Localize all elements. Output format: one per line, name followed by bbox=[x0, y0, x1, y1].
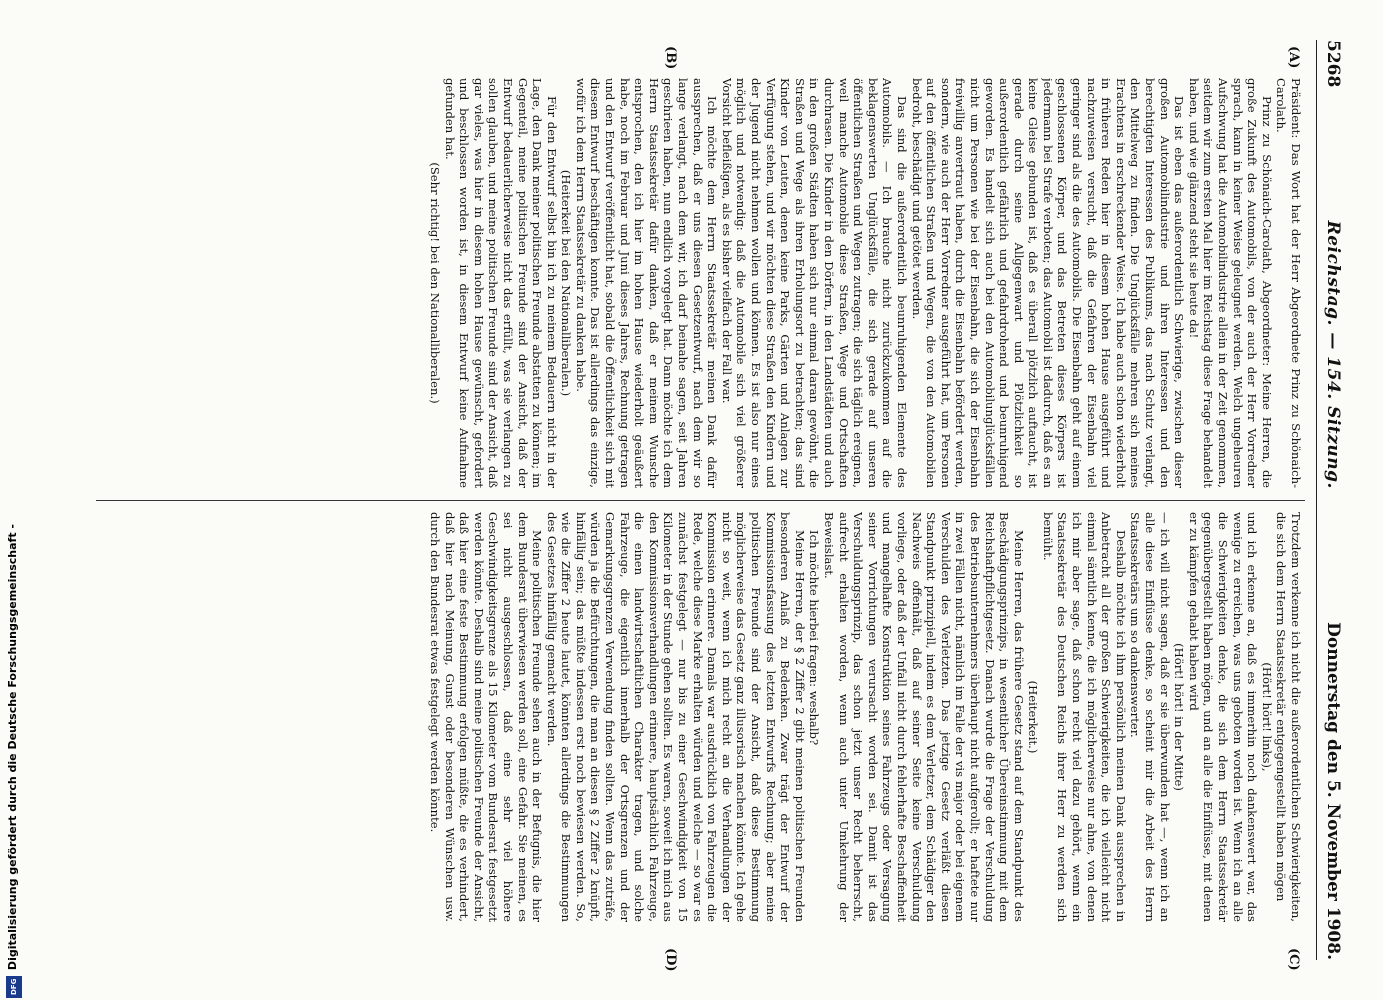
paragraph: Trotzdem verkenne ich nicht die außerordentlichen Schwierigkeiten, die sich dem Herrn Staatssekretär entgegengestellt haben mögen bbox=[1274, 512, 1303, 922]
paragraph: Ich möchte dem Herrn Staatssekretär meinen Dank dafür aussprechen, daß er uns diesen Gesetzentwurf, nach dem wir so lange verlangt, nach dem wir, ich darf beinahe sagen, seit Jahren geschrieen haben, nun endlich vorgelegt hat. Dann möchte ich dem Herrn Staatssekretär dafür danken, daß er meinem Wunsche entsprochen, den ich hier im hohen Hause wiederholt geäußert habe, noch im Februar und Juni dieses Jahres, Rechnung getragen und den Entwurf veröffentlicht hat, sobald die Öffentlichkeit sich mit diesem Entwurf beschäftigen konnte. Das ist allerdings das einzige, wofür ich dem Herrn Staatssekretär zu danken habe. bbox=[573, 78, 720, 488]
paragraph: Meine Herren, das frühere Gesetz stand auf dem Standpunkt des Beschädigungsprinzips, in wesentlicher Übereinstimmung mit dem Reichshaftpflichtgesetz. Danach wurde die Frage der Verschuldung des Betriebsunternehmers überhaupt nicht aufgerollt; er haftete nur in zwei Fällen nicht, nämlich im Falle der vis major oder bei eigenem Verschulden des Verletzten. Das jetzige Gesetz verläßt diesen Standpunkt prinzipiell, indem es dem Verletzer, dem Schädiger den Nachweis offenhält, daß auf seiner Seite keine Verschuldung vorliege, oder daß der Unfall nicht durch fehlerhafte Beschaffenheit und mangelhafte Konstruktion seines Fahrzeugs oder Versagung seiner Vorrichtungen verursacht worden sei. Damit ist das Verschuldungsprinzip, das schon jetzt unser Recht beherrscht, aufrecht erhalten worden, wenn auch unter Umkehrung der Beweislast. bbox=[822, 512, 1026, 922]
funding-notice: Digitalisierung gefördert durch die Deutsche Forschungsgemeinschaft - bbox=[6, 523, 19, 970]
digitization-footer bbox=[4, 0, 24, 1000]
interjection: (Sehr richtig! bei den Nationalliberalen.) bbox=[427, 162, 442, 404]
interjection: (Hört! hört! links), bbox=[1259, 662, 1274, 772]
paragraph: Meine politischen Freunde sehen auch in der Befugnis, die hier dem Bundesrat überwiesen werden soll, eine Gefahr. Sie meinen, es sei nicht ausgeschlossen, daß eine sehr viel höhere Geschwindigkeitsgrenze als 15 Kilometer vom Bundesrat festgesetzt werden könnte. Deshalb sind meine politischen Freunde der Ansicht, daß hier eine feste Bestimmung erfolgen müßte, die es verhindert, daß hier nach Meinung, Gunst oder besonderen Wünschen usw. durch den Bundesrat etwas festgelegt werden könnte. bbox=[427, 512, 545, 922]
page-number: 5268 bbox=[1323, 40, 1343, 88]
paragraph: Prinz zu Schönaich-Carolath, Abgeordneter: Meine Herren, die große Zukunft des Automobils, von der auch der Herr Vorredner sprach, kann in keiner Weise geleugnet werden. Welch ungeheuren Aufschwung hat die Automobilindustrie allein in der Zeit genommen, seitdem wir zum ersten Mal hier im Reichstag diese Frage behandelt haben, und wie glänzend steht sie heute da! bbox=[1186, 78, 1274, 488]
margin-marker-d: (D) bbox=[663, 948, 678, 972]
margin-marker-a: (A) bbox=[1286, 46, 1301, 69]
column-divider bbox=[96, 500, 1305, 501]
paragraph: — ich will nicht sagen, daß er sie überwunden hat —, wenn ich an alle diese Einflüsse denke, so scheint mir die Arbeit des Herrn Staatssekretärs um so dankenswerter. bbox=[1128, 512, 1172, 922]
paragraph: Das sind die außerordentlich beunruhigenden Elemente des Automobils. — Ich brauche nicht zurückzukommen auf die beklagenswerten Unglücksfälle, die sich gerade auf unseren öffentlichen Straßen und Wegen zutragen; die sich täglich ereignen, weil manche Automobile diese Straßen, Wege und Ortschaften durchrasen. Die Kinder in den Dörfern, in den Landstädten und auch in den großen Städten haben sich nur einmal daran gewöhnt, die Straßen und Wege als ihren Erholungsort zu betrachten; das sind Kinder von Leuten, denen keine Parks, Gärten und Anlagen zur Verfügung stehen, und wir möchten diese Straßen den Kindern und der Jugend nicht nehmen wollen und können. Es ist also nur eines möglich und notwendig: daß die Automobile sich viel größerer Vorsicht befleißigen, als es bisher vielfach der Fall war. bbox=[719, 78, 909, 488]
interjection: (Hört! hört! in der Mitte) bbox=[1172, 643, 1187, 791]
interjection: (Heiterkeit bei den Nationalliberalen.) bbox=[559, 169, 574, 397]
page-header bbox=[1316, 40, 1353, 960]
right-column bbox=[96, 512, 1303, 922]
margin-marker-b: (B) bbox=[663, 46, 678, 70]
dfg-logo-icon: DFG bbox=[6, 976, 22, 998]
session-date: Donnerstag den 5. November 1908. bbox=[1323, 622, 1343, 960]
interjection: (Heiterkeit.) bbox=[1026, 680, 1041, 754]
session-title: Reichstag. — 154. Sitzung. bbox=[1323, 220, 1343, 489]
paragraph: Deshalb möchte ich ihm persönlich meinen Dank aussprechen in Anbetracht all der großen Schwierigkeiten, die ich vielleicht nicht einmal sämtlich kenne, die ich möglicherweise nur ahne, von denen ich mir aber sage, daß schon recht viel dazu gehört, wenn ein Staatssekretär des Deutschen Reichs ihrer Herr zu werden sich bemüht. bbox=[1040, 512, 1128, 922]
left-column bbox=[96, 78, 1303, 488]
paragraph: Meine Herren, der § 2 Ziffer 2 gibt meinen politischen Freunden besonderen Anlaß zu Bedenken. Zwar trägt der Entwurf der Kommissionsfassung des letzten Entwurfs Rechnung; aber meine politischen Freunde sind der Ansicht, daß diese Bestimmung möglicherweise das Gesetz ganz illusorisch machen könnte. Ich gehe nicht so weit, wenn ich mich recht an die Verhandlungen der Kommission erinnere. Damals war ausdrücklich von Fahrzeugen die Rede, welche diese Marke erhalten würden und welche — so war es zunächst festgelegt — nur bis zu einer Geschwindigkeit von 15 Kilometer in der Stunde gehen sollten. Es waren, soweit ich mich aus den Kommissionsverhandlungen erinnere, hauptsächlich Fahrzeuge, die einen landwirtschaftlichen Charakter tragen, und solche Fahrzeuge, die eigentlich innerhalb der Ortsgrenzen und der Gemarkungsgrenzen Verwendung finden sollten. Wenn das zuträfe, würden ja die Befürchtungen, die man an diesen § 2 Ziffer 2 knüpft, hinfällig sein; das müßte indessen erst noch bewiesen werden. So, wie die Ziffer 2 heute lautet, könnten allerdings die Bestimmungen des Gesetzes hinfällig gemacht werden. bbox=[544, 512, 807, 922]
paragraph: Präsident: Das Wort hat der Herr Abgeordnete Prinz zu Schönaich-Carolath. bbox=[1274, 78, 1303, 488]
paragraph: und ich erkenne an, daß es immerhin noch dankenswert war, das wenige zu erreichen, was uns geboten worden ist. Wenn ich an alle die Schwierigkeiten denke, die sich dem Herrn Staatssekretär gegenübergestellt haben mögen, und an alle die Einflüsse, mit denen er zu kämpfen gehabt haben wird bbox=[1186, 512, 1260, 922]
paragraph: Ich möchte hierbei fragen: weshalb? bbox=[807, 530, 822, 746]
margin-marker-c: (C) bbox=[1286, 948, 1301, 971]
paragraph: Für den Entwurf selbst bin ich zu meinem Bedauern nicht in der Lage, den Dank meiner politischen Freunde abstatten zu können; im Gegenteil, meine politischen Freunde sind der Ansicht, daß der Entwurf bedauerlicherweise nicht das erfüllt, was sie verlangen zu sollen glauben, und meine politischen Freunde sind der Ansicht, daß gar vieles, was hier in diesem hohen Hause gewünscht, gefordert und beschlossen worden ist, in diesem Entwurf keine Aufnahme gefunden hat. bbox=[442, 78, 559, 488]
paragraph: Das ist eben das außerordentlich Schwierige, zwischen dieser großen Automobilindustrie und ihren Interessen und den berechtigten Interessen des Publikums, das nach Schutz verlangt, den Mittelweg zu finden. Die Unglücksfälle mehren sich meines Erachtens in erschreckender Weise. Ich habe auch schon wiederholt in früheren Reden hier in diesem hohen Hause ausgeführt und nachzuweisen versucht, daß die Gefahren der Eisenbahn viel geringer sind als die des Automobils. Die Eisenbahn geht auf einem geschlossenen Körper, und das Betreten dieses Körpers ist jedermann bei Strafe verboten; das Automobil ist dadurch, daß es an keine Gleise gebunden ist, daß es überall plötzlich auftaucht, ist gerade durch seine Allgegenwart und Plötzlichkeit so außerordentlich gefährlich und gefahrdrohend und beunruhigend geworden. Es handelt sich auch bei den Automobilunglücksfällen nicht um Personen wie bei der Eisenbahn, die sich der Eisenbahn freiwillig anvertraut haben, durch die Eisenbahn befördert werden, sondern, wie auch der Herr Vorredner ausgeführt hat, um Personen auf den öffentlichen Straßen und Wegen, die von den Automobilen bedroht, beschädigt und getötet werden. bbox=[909, 78, 1187, 488]
